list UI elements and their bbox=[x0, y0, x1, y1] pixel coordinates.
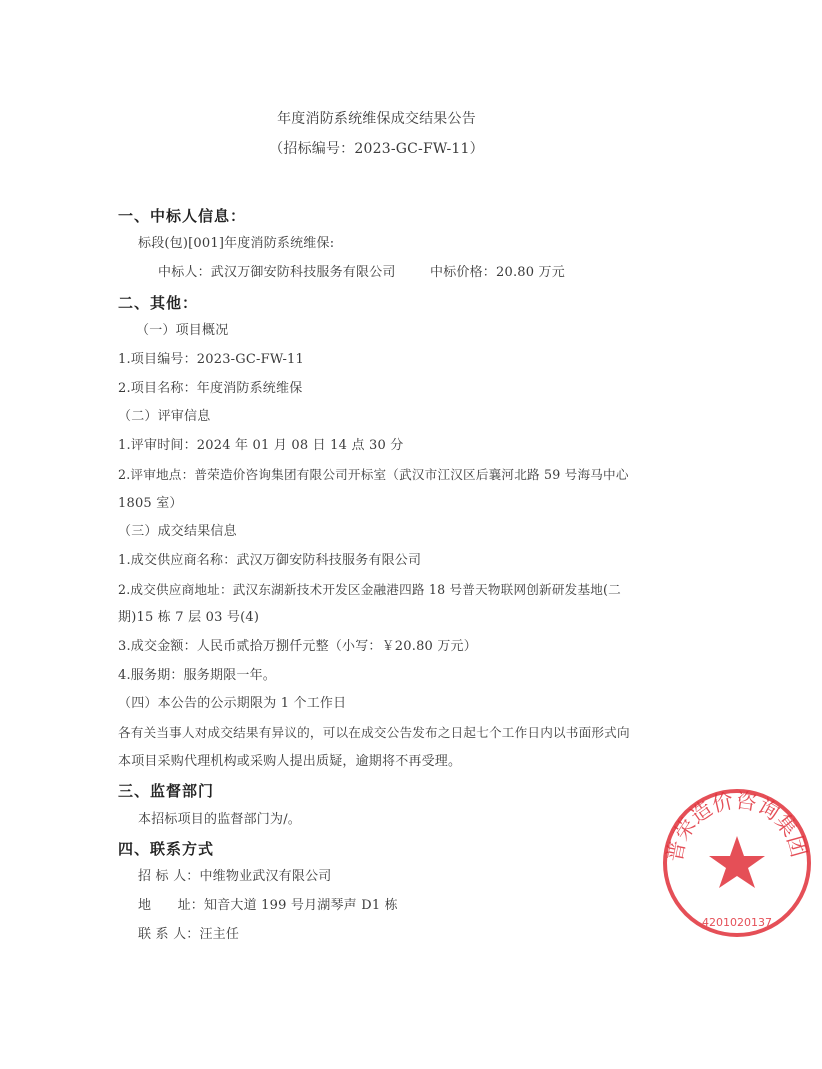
sub-heading-3: （三）成交结果信息 bbox=[118, 524, 237, 539]
document-title: 年度消防系统维保成交结果公告 bbox=[277, 111, 476, 127]
seal-text: 普荣造价咨询集团 bbox=[662, 788, 812, 864]
lot-line: 标段(包)[001]年度消防系统维保: bbox=[138, 236, 335, 251]
section4-heading: 四、联系方式 bbox=[118, 840, 215, 858]
objection-notice-line2: 本项目采购代理机构或采购人提出质疑，逾期将不再受理。 bbox=[118, 754, 462, 769]
sub-heading-2: （二）评审信息 bbox=[118, 409, 211, 424]
sub-heading-4: （四）本公告的公示期限为 1 个工作日 bbox=[118, 696, 347, 711]
tenderer-line: 招 标 人：中维物业武汉有限公司 bbox=[138, 869, 332, 884]
supervision-text: 本招标项目的监督部门为/。 bbox=[138, 812, 301, 827]
supplier-address-line1: 2.成交供应商地址：武汉东湖新技术开发区金融港四路 18 号普天物联网创新研发基地(二 bbox=[118, 582, 621, 597]
seal-number: 4201020137 bbox=[702, 916, 772, 929]
price-line: 中标价格：20.80 万元 bbox=[430, 265, 565, 280]
section2-heading: 二、其他： bbox=[118, 294, 199, 312]
supplier-address-line2: 期)15 栋 7 层 03 号(4) bbox=[118, 610, 260, 625]
objection-notice-line1: 各有关当事人对成交结果有异议的，可以在成交公告发布之日起七个工作日内以书面形式向 bbox=[118, 725, 630, 740]
winner-line: 中标人：武汉万御安防科技服务有限公司 bbox=[158, 265, 396, 280]
supplier-name: 1.成交供应商名称：武汉万御安防科技服务有限公司 bbox=[118, 553, 422, 568]
contact-line: 联 系 人：汪主任 bbox=[138, 927, 240, 942]
bid-number: （招标编号：2023-GC-FW-11） bbox=[269, 141, 484, 157]
review-location-line2: 1805 室） bbox=[118, 496, 183, 511]
address-line: 地 址：知音大道 199 号月湖琴声 D1 栋 bbox=[138, 898, 398, 913]
service-period: 4.服务期：服务期限一年。 bbox=[118, 668, 277, 683]
review-time: 1.评审时间：2024 年 01 月 08 日 14 点 30 分 bbox=[118, 438, 404, 453]
company-seal bbox=[652, 788, 812, 938]
section3-heading: 三、监督部门 bbox=[118, 782, 215, 800]
sub-heading-1: （一）项目概况 bbox=[136, 323, 229, 338]
section1-heading: 一、中标人信息： bbox=[118, 207, 247, 225]
deal-amount: 3.成交金额：人民币贰拾万捌仟元整（小写：￥20.80 万元） bbox=[118, 639, 477, 654]
project-name: 2.项目名称：年度消防系统维保 bbox=[118, 381, 303, 396]
project-number: 1.项目编号：2023-GC-FW-11 bbox=[118, 352, 304, 367]
review-location-line1: 2.评审地点：普荣造价咨询集团有限公司开标室（武汉市江汉区后襄河北路 59 号海马中心 bbox=[118, 467, 629, 482]
